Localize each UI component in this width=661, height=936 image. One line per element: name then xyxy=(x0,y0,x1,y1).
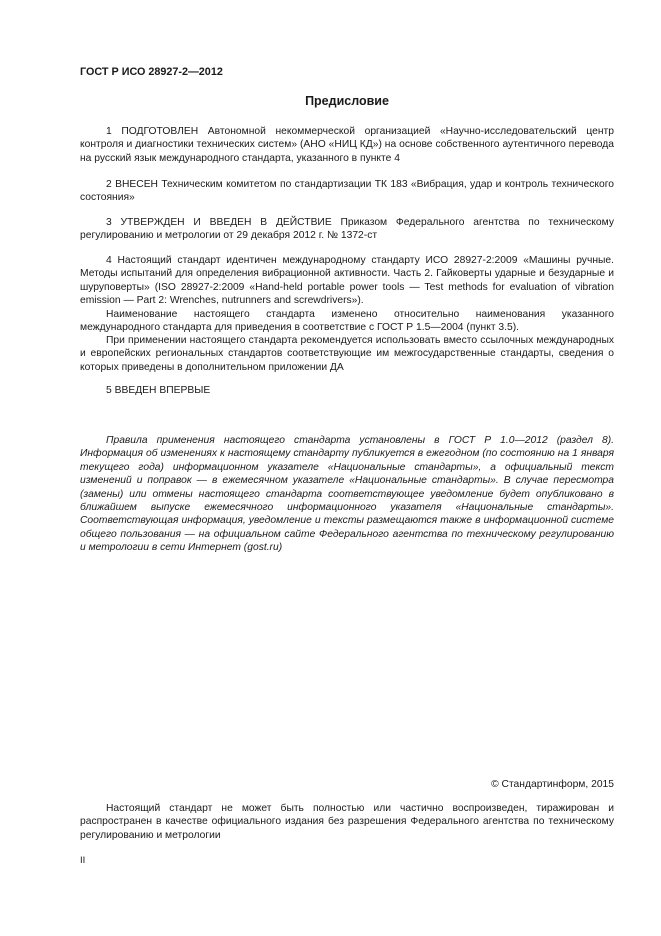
copyright: © Стандартинформ, 2015 xyxy=(491,779,614,790)
paragraph-4b-text: Наименование настоящего стандарта изменено относительно наименования указанного международного стандарта для приведения в соответствие с ГОСТ Р 1.5—2004 (пункт 3.5). xyxy=(80,309,614,334)
paragraph-2-text: 2 ВНЕСЕН Техническим комитетом по стандартизации ТК 183 «Вибрация, удар и контроль технического состояния» xyxy=(80,179,614,204)
paragraph-4c-text: При применении настоящего стандарта рекомендуется использовать вместо ссылочных международных и европейских региональных стандартов соответствующие им межгосударственные стандарты, сведения о которых приведены в дополнительном приложении ДА xyxy=(80,335,614,373)
notice-paragraph-text: Настоящий стандарт не может быть полностью или частично воспроизведен, тиражирован и распространен в качестве официального издания без разрешения Федерального агентства по техническому регулированию и метрологии xyxy=(80,803,614,841)
paragraph-3 xyxy=(80,216,614,243)
paragraph-1 xyxy=(80,125,614,165)
paragraph-2 xyxy=(80,178,614,205)
rules-paragraph-text: Правила применения настоящего стандарта установлены в ГОСТ Р 1.0—2012 (раздел 8). Информация об изменениях к настоящему стандарту публикуется в ежегодном (по состоянию на 1 января текущего года) информационном указателе «Национальные стандарты», а официальный текст изменений и поправок — в ежемесячном указателе «Национальные стандарты». В случае пересмотра (замены) или отмены настоящего стандарта соответствующее уведомление будет опубликовано в ближайшем выпуске ежемесячного информационного указателя «Национальные стандарты». Соответствующая информация, уведомление и тексты размещаются также в информационной системе общего пользования — на официальном сайте Федерального агентства по техническому регулированию и метрологии в сети Интернет (gost.ru) xyxy=(80,435,614,554)
document-code-header: ГОСТ Р ИСО 28927-2—2012 xyxy=(80,66,223,78)
paragraph-4b xyxy=(80,308,614,335)
paragraph-4c xyxy=(80,334,614,374)
notice-paragraph xyxy=(80,802,614,842)
paragraph-5 xyxy=(80,384,614,397)
page-number: II xyxy=(80,855,86,866)
paragraph-1-text: 1 ПОДГОТОВЛЕН Автономной некоммерческой организацией «Научно-исследовательский центр контроля и диагностики технических систем» (АНО «НИЦ КД») на основе собственного аутентичного перевода на русский язык международного стандарта, указанного в пункте 4 xyxy=(80,126,614,164)
paragraph-4 xyxy=(80,254,614,308)
paragraph-4-text: 4 Настоящий стандарт идентичен международному стандарту ИСО 28927-2:2009 «Машины ручные. Методы испытаний для определения вибрационной активности. Часть 2. Гайковерты ударные и безударные и шуруповерты» (ISO 28927-2:2009 «Hand-held portable power tools — Test methods for evaluation of vibration emission — Part 2: Wrenches, nutrunners and screwdrivers»). xyxy=(80,255,614,307)
rules-paragraph xyxy=(80,434,614,555)
page-title: Предисловие xyxy=(305,94,389,108)
paragraph-3-text: 3 УТВЕРЖДЕН И ВВЕДЕН В ДЕЙСТВИЕ Приказом Федерального агентства по техническому регулированию и метрологии от 29 декабря 2012 г. № 1372-ст xyxy=(80,217,614,242)
paragraph-5-text: 5 ВВЕДЕН ВПЕРВЫЕ xyxy=(106,385,211,396)
